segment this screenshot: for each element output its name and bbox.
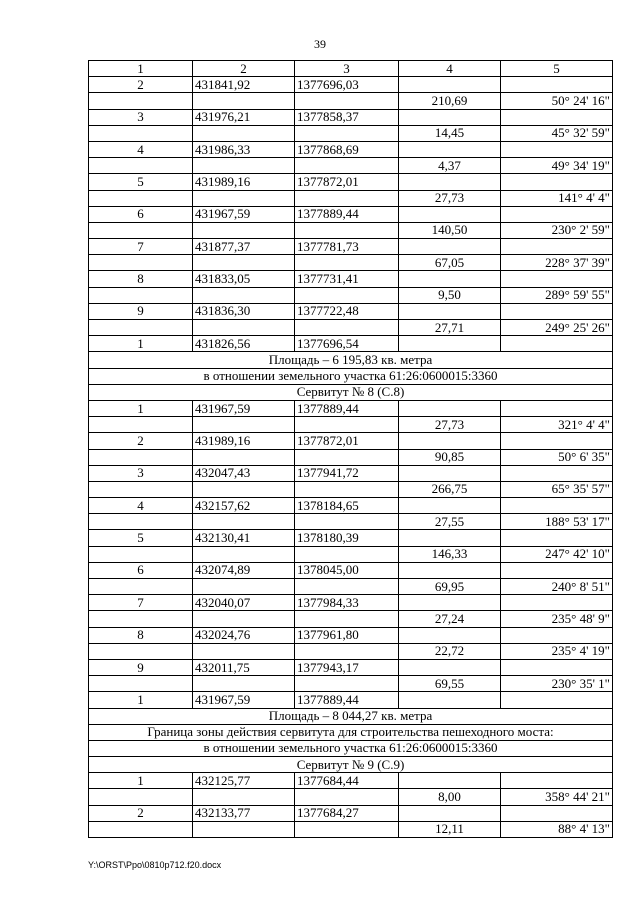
point-row xyxy=(89,562,613,578)
empty-cell xyxy=(399,595,501,611)
y-coordinate-cell: 1377696,03 xyxy=(295,77,399,93)
point-number-cell: 6 xyxy=(89,562,193,578)
empty-cell xyxy=(89,417,193,433)
empty-cell xyxy=(193,222,295,238)
x-coordinate-cell: 431833,05 xyxy=(193,271,295,287)
point-number-cell: 1 xyxy=(89,773,193,789)
section-caption-row xyxy=(89,368,613,384)
empty-cell xyxy=(89,222,193,238)
empty-cell xyxy=(295,255,399,271)
segment-length-cell: 146,33 xyxy=(399,546,501,562)
x-coordinate-cell: 432157,62 xyxy=(193,498,295,514)
y-coordinate-cell: 1377872,01 xyxy=(295,433,399,449)
point-row xyxy=(89,692,613,708)
x-coordinate-cell: 432024,76 xyxy=(193,627,295,643)
empty-cell xyxy=(501,141,613,157)
segment-row xyxy=(89,93,613,109)
empty-cell xyxy=(89,287,193,303)
empty-cell xyxy=(89,789,193,805)
segment-length-cell: 140,50 xyxy=(399,222,501,238)
direction-angle-cell: 321° 4' 4" xyxy=(501,417,613,433)
x-coordinate-cell: 432047,43 xyxy=(193,465,295,481)
section-caption-row xyxy=(89,724,613,740)
segment-length-cell: 90,85 xyxy=(399,449,501,465)
direction-angle-cell: 249° 25' 26" xyxy=(501,320,613,336)
empty-cell xyxy=(399,206,501,222)
empty-cell xyxy=(295,287,399,303)
empty-cell xyxy=(399,141,501,157)
empty-cell xyxy=(399,271,501,287)
empty-cell xyxy=(501,498,613,514)
empty-cell xyxy=(193,546,295,562)
direction-angle-cell: 49° 34' 19" xyxy=(501,158,613,174)
empty-cell xyxy=(89,93,193,109)
section-caption-row xyxy=(89,740,613,756)
point-row xyxy=(89,239,613,255)
empty-cell xyxy=(399,174,501,190)
empty-cell xyxy=(89,579,193,595)
y-coordinate-cell: 1377858,37 xyxy=(295,109,399,125)
empty-cell xyxy=(193,417,295,433)
empty-cell xyxy=(89,821,193,837)
section-caption-cell: Граница зоны действия сервитута для строительства пешеходного моста: xyxy=(89,724,613,740)
segment-length-cell: 12,11 xyxy=(399,821,501,837)
segment-length-cell: 9,50 xyxy=(399,287,501,303)
point-number-cell: 1 xyxy=(89,336,193,352)
empty-cell xyxy=(501,773,613,789)
empty-cell xyxy=(89,255,193,271)
empty-cell xyxy=(501,206,613,222)
segment-length-cell: 22,72 xyxy=(399,643,501,659)
x-coordinate-cell: 431967,59 xyxy=(193,206,295,222)
segment-length-cell: 4,37 xyxy=(399,158,501,174)
section-caption-row xyxy=(89,384,613,400)
point-number-cell: 3 xyxy=(89,465,193,481)
empty-cell xyxy=(399,303,501,319)
header-cell-angle: 5 xyxy=(501,61,613,77)
direction-angle-cell: 358° 44' 21" xyxy=(501,789,613,805)
empty-cell xyxy=(295,481,399,497)
x-coordinate-cell: 431967,59 xyxy=(193,692,295,708)
segment-row xyxy=(89,789,613,805)
y-coordinate-cell: 1377722,48 xyxy=(295,303,399,319)
table-body xyxy=(89,77,613,838)
segment-row xyxy=(89,190,613,206)
section-caption-cell: Сервитут № 9 (С.9) xyxy=(89,757,613,773)
x-coordinate-cell: 431967,59 xyxy=(193,400,295,416)
y-coordinate-cell: 1377696,54 xyxy=(295,336,399,352)
y-coordinate-cell: 1377941,72 xyxy=(295,465,399,481)
direction-angle-cell: 141° 4' 4" xyxy=(501,190,613,206)
x-coordinate-cell: 432074,89 xyxy=(193,562,295,578)
point-row xyxy=(89,530,613,546)
empty-cell xyxy=(501,465,613,481)
empty-cell xyxy=(399,530,501,546)
point-number-cell: 5 xyxy=(89,174,193,190)
segment-row xyxy=(89,222,613,238)
x-coordinate-cell: 431826,56 xyxy=(193,336,295,352)
empty-cell xyxy=(399,805,501,821)
y-coordinate-cell: 1377872,01 xyxy=(295,174,399,190)
x-coordinate-cell: 431989,16 xyxy=(193,174,295,190)
empty-cell xyxy=(295,514,399,530)
point-number-cell: 7 xyxy=(89,595,193,611)
empty-cell xyxy=(89,546,193,562)
segment-length-cell: 27,73 xyxy=(399,190,501,206)
y-coordinate-cell: 1378045,00 xyxy=(295,562,399,578)
point-row xyxy=(89,303,613,319)
empty-cell xyxy=(193,611,295,627)
point-row xyxy=(89,465,613,481)
point-row xyxy=(89,659,613,675)
point-number-cell: 5 xyxy=(89,530,193,546)
segment-length-cell: 266,75 xyxy=(399,481,501,497)
point-number-cell: 1 xyxy=(89,400,193,416)
empty-cell xyxy=(501,433,613,449)
y-coordinate-cell: 1377684,44 xyxy=(295,773,399,789)
direction-angle-cell: 247° 42' 10" xyxy=(501,546,613,562)
x-coordinate-cell: 431836,30 xyxy=(193,303,295,319)
y-coordinate-cell: 1377984,33 xyxy=(295,595,399,611)
empty-cell xyxy=(501,627,613,643)
direction-angle-cell: 65° 35' 57" xyxy=(501,481,613,497)
section-caption-row xyxy=(89,352,613,368)
x-coordinate-cell: 431976,21 xyxy=(193,109,295,125)
point-row xyxy=(89,271,613,287)
empty-cell xyxy=(295,158,399,174)
empty-cell xyxy=(89,514,193,530)
direction-angle-cell: 240° 8' 51" xyxy=(501,579,613,595)
point-number-cell: 9 xyxy=(89,303,193,319)
point-number-cell: 2 xyxy=(89,433,193,449)
segment-row xyxy=(89,287,613,303)
empty-cell xyxy=(193,93,295,109)
segment-length-cell: 210,69 xyxy=(399,93,501,109)
point-number-cell: 3 xyxy=(89,109,193,125)
header-cell-length: 4 xyxy=(399,61,501,77)
segment-length-cell: 27,73 xyxy=(399,417,501,433)
empty-cell xyxy=(193,190,295,206)
empty-cell xyxy=(399,659,501,675)
empty-cell xyxy=(295,417,399,433)
empty-cell xyxy=(193,158,295,174)
segment-length-cell: 67,05 xyxy=(399,255,501,271)
empty-cell xyxy=(295,821,399,837)
segment-row xyxy=(89,821,613,837)
empty-cell xyxy=(295,222,399,238)
point-row xyxy=(89,336,613,352)
empty-cell xyxy=(399,77,501,93)
segment-row xyxy=(89,158,613,174)
empty-cell xyxy=(399,498,501,514)
empty-cell xyxy=(295,93,399,109)
empty-cell xyxy=(501,271,613,287)
segment-length-cell: 27,55 xyxy=(399,514,501,530)
segment-row xyxy=(89,546,613,562)
empty-cell xyxy=(295,643,399,659)
empty-cell xyxy=(399,109,501,125)
empty-cell xyxy=(89,676,193,692)
point-number-cell: 2 xyxy=(89,805,193,821)
y-coordinate-cell: 1377943,17 xyxy=(295,659,399,675)
empty-cell xyxy=(193,287,295,303)
segment-row xyxy=(89,320,613,336)
coordinates-table xyxy=(88,60,613,838)
segment-row xyxy=(89,676,613,692)
segment-row xyxy=(89,514,613,530)
header-cell-point: 1 xyxy=(89,61,193,77)
empty-cell xyxy=(193,514,295,530)
x-coordinate-cell: 432040,07 xyxy=(193,595,295,611)
empty-cell xyxy=(193,789,295,805)
direction-angle-cell: 289° 59' 55" xyxy=(501,287,613,303)
point-row xyxy=(89,400,613,416)
table-header-row xyxy=(89,61,613,77)
empty-cell xyxy=(501,530,613,546)
direction-angle-cell: 50° 24' 16" xyxy=(501,93,613,109)
empty-cell xyxy=(295,125,399,141)
section-caption-cell: Площадь – 6 195,83 кв. метра xyxy=(89,352,613,368)
empty-cell xyxy=(501,562,613,578)
point-number-cell: 8 xyxy=(89,627,193,643)
point-row xyxy=(89,77,613,93)
direction-angle-cell: 230° 35' 1" xyxy=(501,676,613,692)
segment-length-cell: 27,71 xyxy=(399,320,501,336)
x-coordinate-cell: 431986,33 xyxy=(193,141,295,157)
segment-length-cell: 69,95 xyxy=(399,579,501,595)
empty-cell xyxy=(399,773,501,789)
empty-cell xyxy=(399,239,501,255)
empty-cell xyxy=(89,449,193,465)
direction-angle-cell: 230° 2' 59" xyxy=(501,222,613,238)
y-coordinate-cell: 1377868,69 xyxy=(295,141,399,157)
x-coordinate-cell: 432125,77 xyxy=(193,773,295,789)
point-row xyxy=(89,433,613,449)
empty-cell xyxy=(193,320,295,336)
empty-cell xyxy=(89,158,193,174)
y-coordinate-cell: 1377684,27 xyxy=(295,805,399,821)
empty-cell xyxy=(89,125,193,141)
segment-row xyxy=(89,125,613,141)
empty-cell xyxy=(501,336,613,352)
x-coordinate-cell: 431989,16 xyxy=(193,433,295,449)
empty-cell xyxy=(501,659,613,675)
point-row xyxy=(89,498,613,514)
empty-cell xyxy=(193,643,295,659)
x-coordinate-cell: 432133,77 xyxy=(193,805,295,821)
segment-length-cell: 27,24 xyxy=(399,611,501,627)
empty-cell xyxy=(295,546,399,562)
direction-angle-cell: 45° 32' 59" xyxy=(501,125,613,141)
empty-cell xyxy=(501,174,613,190)
empty-cell xyxy=(193,449,295,465)
empty-cell xyxy=(399,433,501,449)
point-number-cell: 7 xyxy=(89,239,193,255)
empty-cell xyxy=(193,676,295,692)
direction-angle-cell: 88° 4' 13" xyxy=(501,821,613,837)
x-coordinate-cell: 431877,37 xyxy=(193,239,295,255)
segment-row xyxy=(89,449,613,465)
empty-cell xyxy=(193,821,295,837)
section-caption-row xyxy=(89,708,613,724)
empty-cell xyxy=(501,77,613,93)
footer-file-path: Y:\ORST\Ppo\0810p712.f20.docx xyxy=(88,860,222,870)
point-row xyxy=(89,595,613,611)
point-row xyxy=(89,627,613,643)
direction-angle-cell: 228° 37' 39" xyxy=(501,255,613,271)
point-row xyxy=(89,109,613,125)
empty-cell xyxy=(295,676,399,692)
empty-cell xyxy=(89,643,193,659)
empty-cell xyxy=(295,579,399,595)
point-row xyxy=(89,773,613,789)
section-caption-cell: в отношении земельного участка 61:26:0600015:3360 xyxy=(89,740,613,756)
y-coordinate-cell: 1378180,39 xyxy=(295,530,399,546)
y-coordinate-cell: 1377731,41 xyxy=(295,271,399,287)
empty-cell xyxy=(89,611,193,627)
empty-cell xyxy=(399,400,501,416)
segment-row xyxy=(89,611,613,627)
empty-cell xyxy=(295,190,399,206)
direction-angle-cell: 188° 53' 17" xyxy=(501,514,613,530)
empty-cell xyxy=(501,400,613,416)
direction-angle-cell: 235° 48' 9" xyxy=(501,611,613,627)
section-caption-cell: в отношении земельного участка 61:26:0600015:3360 xyxy=(89,368,613,384)
point-number-cell: 6 xyxy=(89,206,193,222)
segment-length-cell: 69,55 xyxy=(399,676,501,692)
empty-cell xyxy=(399,336,501,352)
empty-cell xyxy=(501,303,613,319)
empty-cell xyxy=(399,562,501,578)
point-row xyxy=(89,206,613,222)
empty-cell xyxy=(399,627,501,643)
y-coordinate-cell: 1377889,44 xyxy=(295,400,399,416)
empty-cell xyxy=(193,125,295,141)
point-number-cell: 2 xyxy=(89,77,193,93)
y-coordinate-cell: 1378184,65 xyxy=(295,498,399,514)
empty-cell xyxy=(295,449,399,465)
empty-cell xyxy=(501,595,613,611)
segment-row xyxy=(89,643,613,659)
segment-length-cell: 14,45 xyxy=(399,125,501,141)
x-coordinate-cell: 431841,92 xyxy=(193,77,295,93)
empty-cell xyxy=(295,789,399,805)
segment-length-cell: 8,00 xyxy=(399,789,501,805)
empty-cell xyxy=(89,481,193,497)
point-number-cell: 1 xyxy=(89,692,193,708)
section-caption-cell: Площадь – 8 044,27 кв. метра xyxy=(89,708,613,724)
empty-cell xyxy=(501,109,613,125)
empty-cell xyxy=(89,190,193,206)
section-caption-cell: Сервитут № 8 (С.8) xyxy=(89,384,613,400)
segment-row xyxy=(89,579,613,595)
empty-cell xyxy=(399,465,501,481)
point-row xyxy=(89,805,613,821)
y-coordinate-cell: 1377889,44 xyxy=(295,692,399,708)
x-coordinate-cell: 432130,41 xyxy=(193,530,295,546)
point-number-cell: 9 xyxy=(89,659,193,675)
section-caption-row xyxy=(89,757,613,773)
empty-cell xyxy=(501,239,613,255)
direction-angle-cell: 235° 4' 19" xyxy=(501,643,613,659)
point-number-cell: 4 xyxy=(89,498,193,514)
point-row xyxy=(89,174,613,190)
empty-cell xyxy=(193,481,295,497)
empty-cell xyxy=(193,579,295,595)
empty-cell xyxy=(193,255,295,271)
header-cell-y: 3 xyxy=(295,61,399,77)
empty-cell xyxy=(399,692,501,708)
segment-row xyxy=(89,481,613,497)
x-coordinate-cell: 432011,75 xyxy=(193,659,295,675)
empty-cell xyxy=(501,692,613,708)
segment-row xyxy=(89,417,613,433)
header-cell-x: 2 xyxy=(193,61,295,77)
page-number: 39 xyxy=(314,37,326,51)
empty-cell xyxy=(295,611,399,627)
direction-angle-cell: 50° 6' 35" xyxy=(501,449,613,465)
empty-cell xyxy=(501,805,613,821)
y-coordinate-cell: 1377889,44 xyxy=(295,206,399,222)
segment-row xyxy=(89,255,613,271)
empty-cell xyxy=(89,320,193,336)
y-coordinate-cell: 1377781,73 xyxy=(295,239,399,255)
point-number-cell: 8 xyxy=(89,271,193,287)
point-number-cell: 4 xyxy=(89,141,193,157)
point-row xyxy=(89,141,613,157)
y-coordinate-cell: 1377961,80 xyxy=(295,627,399,643)
empty-cell xyxy=(295,320,399,336)
